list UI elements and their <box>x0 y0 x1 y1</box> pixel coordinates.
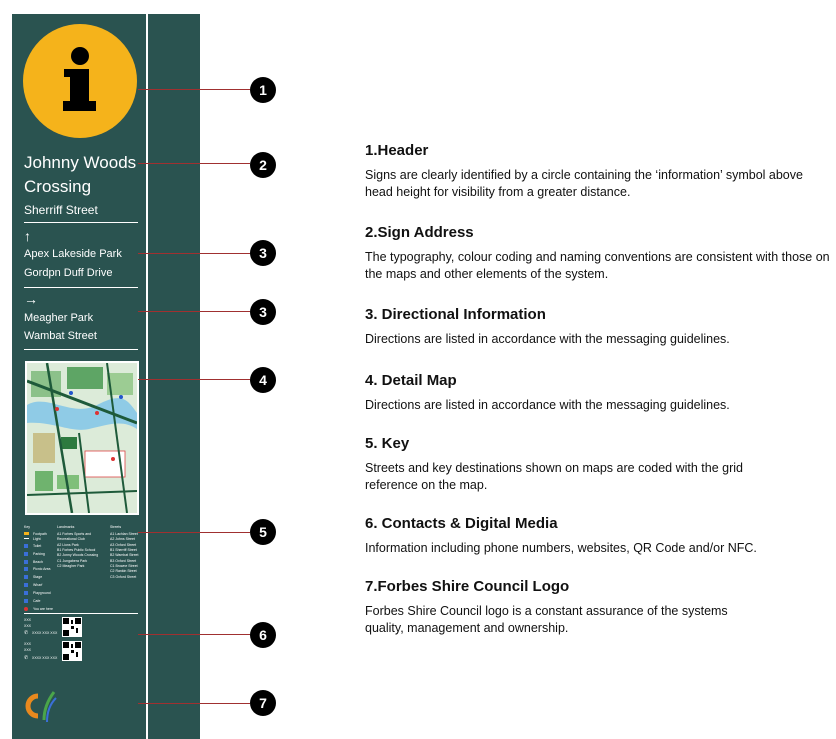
key-item: Playground <box>33 591 51 595</box>
cafe-icon <box>24 599 28 603</box>
parking-icon <box>24 552 28 556</box>
streets-header: Streets <box>110 525 122 529</box>
landmark-item: B2 Jonny Woods Crossing <box>57 553 99 557</box>
section-title: 4. Detail Map <box>365 372 457 389</box>
sign-rule <box>24 349 138 350</box>
connector-line-7 <box>138 703 250 704</box>
contact-2-line1: XXX <box>24 642 32 646</box>
wharf-icon <box>24 583 28 587</box>
landmark-item: C1 Jungabera Park <box>57 559 88 563</box>
qr-code[interactable] <box>62 641 82 661</box>
destination-1-line1: Apex Lakeside Park <box>24 248 122 260</box>
key-header: Key <box>24 525 31 529</box>
beach-icon <box>24 560 28 564</box>
sign-street: Sherriff Street <box>24 203 98 217</box>
badge-7: 7 <box>250 690 276 716</box>
section-sign-address <box>365 224 830 282</box>
section-text: The typography, colour coding and naming conventions are consistent with those on the maps and other elements of the system. <box>365 250 830 281</box>
street-item: B1 Sherriff Street <box>110 548 137 552</box>
landmark-item: C2 Meagher Park <box>57 564 85 568</box>
section-title: 7.Forbes Shire Council Logo <box>365 578 570 595</box>
connector-line-3b <box>138 311 250 312</box>
street-item: A2 Johns Street <box>110 537 135 541</box>
connector-line-1 <box>138 89 250 90</box>
connector-line-2 <box>138 163 250 164</box>
badge-2: 2 <box>250 152 276 178</box>
section-key <box>365 435 830 493</box>
sign-title-line2: Crossing <box>24 177 92 196</box>
landmarks-header: Landmarks <box>57 525 75 529</box>
landmark-item: B1 Forbes Public School <box>57 548 96 552</box>
qr-code[interactable] <box>62 617 82 637</box>
phone-icon: ✆ <box>24 630 29 636</box>
badge-3b: 3 <box>250 299 276 325</box>
badge-3a: 3 <box>250 240 276 266</box>
section-text: Streets and key destinations shown on maps are coded with the grid reference on the map. <box>365 461 743 492</box>
street-item: C3 Oxford Street <box>110 575 137 579</box>
section-detail-map <box>365 372 830 414</box>
section-text: Forbes Shire Council logo is a constant assurance of the systems quality, management and ownership. <box>365 604 728 635</box>
sign-title-line1: Johnny Woods <box>24 153 137 172</box>
street-item: B2 Wambat Street <box>110 553 139 557</box>
arrow-up-icon: ↑ <box>24 228 31 244</box>
key-item: Footpath <box>33 532 47 536</box>
contact-2-line2: XXX <box>24 648 32 652</box>
playground-icon <box>24 591 28 595</box>
street-item: B3 Oxford Street <box>110 559 137 563</box>
section-text: Directions are listed in accordance with the messaging guidelines. <box>365 398 730 412</box>
landmark-item: A2 Lions Park <box>57 543 79 547</box>
destination-2-line1: Meagher Park <box>24 312 94 324</box>
section-text: Directions are listed in accordance with the messaging guidelines. <box>365 332 730 346</box>
badge-6: 6 <box>250 622 276 648</box>
connector-line-5 <box>138 532 250 533</box>
street-item: C2 Rankin Street <box>110 569 137 573</box>
street-item: C1 Browne Street <box>110 564 138 568</box>
section-title: 3. Directional Information <box>365 306 546 323</box>
section-title: 5. Key <box>365 435 410 452</box>
picnic-icon <box>24 567 28 571</box>
key-item: Parking <box>33 552 45 556</box>
landmark-item: A1 Forbes Sports and <box>57 532 92 536</box>
council-logo <box>22 690 62 724</box>
section-header <box>365 142 830 200</box>
section-text: Information including phone numbers, websites, QR Code and/or NFC. <box>365 541 757 555</box>
section-contacts <box>365 515 830 557</box>
sign-edge-divider <box>146 14 148 739</box>
connector-line-6 <box>138 634 250 635</box>
contact-1-line1: XXX <box>24 618 32 622</box>
connector-line-4 <box>138 379 250 380</box>
section-directional-information <box>365 306 830 348</box>
key-item: You are here <box>33 607 53 611</box>
section-title: 6. Contacts & Digital Media <box>365 515 558 532</box>
you-are-here-icon <box>24 607 28 611</box>
footpath-swatch <box>24 532 29 535</box>
destination-1-line2: Gordpn Duff Drive <box>24 267 113 279</box>
badge-5: 5 <box>250 519 276 545</box>
key-item: Stage <box>33 575 43 579</box>
key-item: Toilet <box>33 544 42 548</box>
street-item: A1 Lachlan Street <box>110 532 138 536</box>
badge-4: 4 <box>250 367 276 393</box>
info-icon <box>23 24 137 138</box>
badge-1: 1 <box>250 77 276 103</box>
contact-1-line2: XXX <box>24 624 32 628</box>
destination-2-line2: Wambat Street <box>24 330 97 342</box>
section-text: Signs are clearly identified by a circle containing the ‘information’ symbol above head height for visibility from a greater distance. <box>365 168 803 199</box>
key-item: Picnic Area <box>33 567 51 571</box>
phone-icon: ✆ <box>24 655 29 661</box>
contact-2-phone: XXXX XXX XXX <box>32 656 58 660</box>
key-item: Light <box>33 537 41 541</box>
sign-rule <box>24 222 138 223</box>
key-item: Beach <box>33 560 43 564</box>
street-item: A3 Oxford Street <box>110 543 137 547</box>
map-graphic <box>27 363 137 513</box>
stage-icon <box>24 575 28 579</box>
arrow-right-icon: → <box>24 291 38 307</box>
detail-map <box>25 361 139 515</box>
key-item: Cafe <box>33 599 41 603</box>
section-title: 1.Header <box>365 142 429 159</box>
toilet-icon <box>24 544 28 548</box>
sign-rule <box>24 613 138 614</box>
connector-line-3a <box>138 253 250 254</box>
contact-1-phone: XXXX XXX XXX <box>32 631 58 635</box>
landmark-item: Recreational Club <box>57 537 85 541</box>
sign-rule <box>24 287 138 288</box>
info-circle <box>23 24 137 138</box>
section-logo <box>365 578 830 636</box>
section-title: 2.Sign Address <box>365 224 474 241</box>
light-swatch <box>24 538 29 539</box>
key-item: Wharf <box>33 583 43 587</box>
